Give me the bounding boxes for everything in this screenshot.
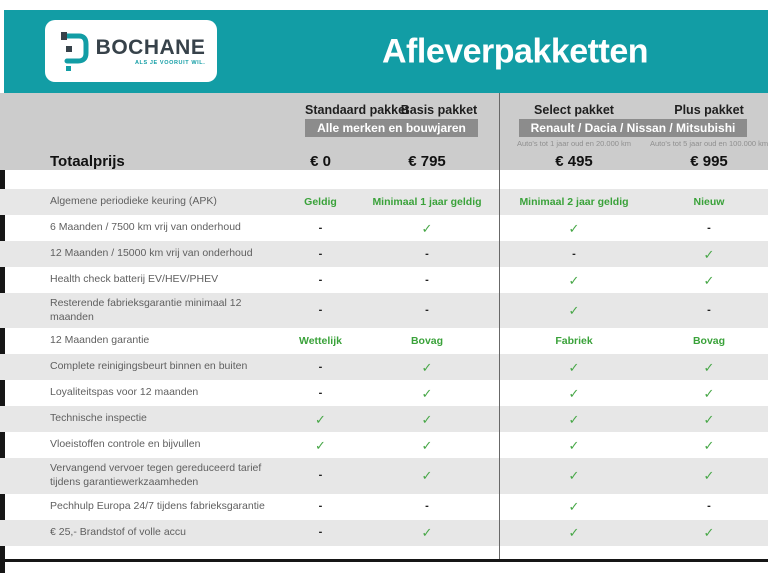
value-text: Minimaal 2 jaar geldig [519, 196, 629, 208]
check-icon: ✓ [421, 437, 433, 453]
check-icon: ✓ [421, 525, 433, 541]
table-row [0, 328, 768, 354]
value-text: Wettelijk [299, 335, 342, 348]
dash-mark: - [425, 273, 429, 286]
row-label: Pechhulp Europa 24/7 tijdens fabrieksgarantie [50, 499, 265, 512]
check-icon: ✓ [421, 359, 433, 375]
check-icon: ✓ [421, 468, 433, 484]
check-icon: ✓ [568, 272, 580, 288]
dash-mark: - [425, 304, 429, 317]
row-label: Algemene periodieke keuring (APK) [50, 195, 217, 208]
check-icon: ✓ [568, 499, 580, 515]
column-header-standaard: Standaard pakket [305, 103, 410, 117]
dash-mark: - [318, 247, 323, 260]
price-standaard: € 0 [310, 152, 331, 170]
check-icon: ✓ [315, 411, 326, 427]
check-icon: ✓ [568, 437, 580, 453]
row-label: 6 Maanden / 7500 km vrij van onderhoud [50, 221, 241, 234]
row-label: Technische inspectie [50, 412, 147, 425]
row-label: Health check batterij EV/HEV/PHEV [50, 273, 219, 286]
check-icon: ✓ [703, 437, 715, 453]
check-icon: ✓ [568, 468, 580, 484]
check-icon: ✓ [315, 437, 326, 453]
spacer-row [0, 170, 768, 189]
check-icon: ✓ [568, 385, 580, 401]
group-banner-all-brands: Alle merken en bouwjaren [305, 119, 478, 137]
table-row [0, 267, 768, 293]
check-icon: ✓ [568, 303, 580, 319]
bottom-border-line [0, 559, 768, 562]
row-label: Loyaliteitspas voor 12 maanden [50, 386, 199, 399]
check-icon: ✓ [568, 359, 580, 375]
dash-mark: - [318, 360, 323, 373]
bochane-logo-icon [57, 29, 91, 73]
logo-name: BOCHANE [95, 35, 206, 59]
dash-mark: - [318, 221, 323, 234]
column-header-select: Select pakket [534, 103, 614, 117]
dash-mark: - [318, 500, 323, 513]
note-plus: Auto's tot 5 jaar oud en 100.000 km [650, 139, 768, 148]
table-row [0, 406, 768, 432]
row-label: Resterende fabrieksgarantie minimaal 12 maanden [50, 297, 242, 323]
value-text: Fabriek [555, 335, 593, 348]
table-row [0, 215, 768, 241]
notes-row [0, 138, 768, 150]
table-row [0, 189, 768, 215]
value-text: Nieuw [693, 196, 725, 208]
check-icon: ✓ [568, 220, 580, 236]
row-label: Vloeistoffen controle en bijvullen [50, 438, 201, 451]
table-row [0, 354, 768, 380]
table-row [0, 241, 768, 267]
logo-tagline: ALS JE VOORUIT WIL. [134, 59, 206, 66]
check-icon: ✓ [703, 411, 715, 427]
column-header-plus: Plus pakket [674, 103, 744, 117]
price-basis: € 795 [408, 152, 446, 170]
feature-rows [0, 170, 768, 573]
check-icon: ✓ [421, 220, 433, 236]
value-text: Bovag [410, 335, 444, 348]
logo-text [96, 37, 206, 66]
check-icon: ✓ [421, 385, 433, 401]
dash-mark: - [318, 469, 323, 482]
dash-mark: - [318, 386, 323, 399]
check-icon: ✓ [703, 246, 715, 262]
table-row [0, 293, 768, 328]
check-icon: ✓ [703, 468, 715, 484]
table-row [0, 520, 768, 546]
column-divider-line [499, 93, 500, 559]
dash-mark: - [707, 500, 711, 513]
row-label: 12 Maanden garantie [50, 334, 150, 347]
row-label: Vervangend vervoer tegen gereduceerd tarief tijdens garantiewerkzaamheden [50, 462, 262, 488]
value-text: Geldig [304, 196, 337, 208]
dash-mark: - [318, 273, 323, 286]
check-icon: ✓ [703, 272, 715, 288]
header-banner [4, 10, 768, 93]
check-icon: ✓ [703, 359, 715, 375]
dash-mark: - [572, 247, 576, 260]
value-text: Minimaal 1 jaar geldig [372, 196, 482, 208]
dash-mark: - [318, 526, 323, 539]
group-banners-row [0, 118, 768, 138]
note-select: Auto's tot 1 jaar oud en 20.000 km [516, 139, 631, 148]
row-label: 12 Maanden / 15000 km vrij van onderhoud [50, 247, 253, 260]
total-price-row [0, 150, 768, 172]
row-label: € 25,- Brandstof of volle accu [50, 525, 186, 538]
check-icon: ✓ [703, 385, 715, 401]
page-title: Afleverpakketten [381, 32, 649, 70]
check-icon: ✓ [568, 411, 580, 427]
dash-mark: - [425, 247, 429, 260]
column-headers-row [0, 102, 768, 118]
value-text: Bovag [692, 335, 726, 348]
table-row [0, 432, 768, 458]
dash-mark: - [425, 500, 429, 513]
table-header [0, 93, 768, 170]
check-icon: ✓ [568, 525, 580, 541]
dash-mark: - [707, 221, 711, 234]
table-row [0, 494, 768, 520]
column-header-basis: Basis pakket [400, 103, 478, 117]
row-label: Complete reinigingsbeurt binnen en buiten [50, 360, 248, 373]
table-row [0, 380, 768, 406]
check-icon: ✓ [703, 525, 715, 541]
group-banner-brands: Renault / Dacia / Nissan / Mitsubishi [519, 119, 748, 137]
total-price-label: Totaalprijs [50, 152, 125, 170]
bochane-logo [45, 20, 217, 82]
check-icon: ✓ [421, 411, 433, 427]
dash-mark: - [707, 304, 711, 317]
table-row [0, 458, 768, 493]
price-plus: € 995 [690, 152, 728, 170]
price-select: € 495 [555, 152, 593, 170]
dash-mark: - [318, 304, 323, 317]
